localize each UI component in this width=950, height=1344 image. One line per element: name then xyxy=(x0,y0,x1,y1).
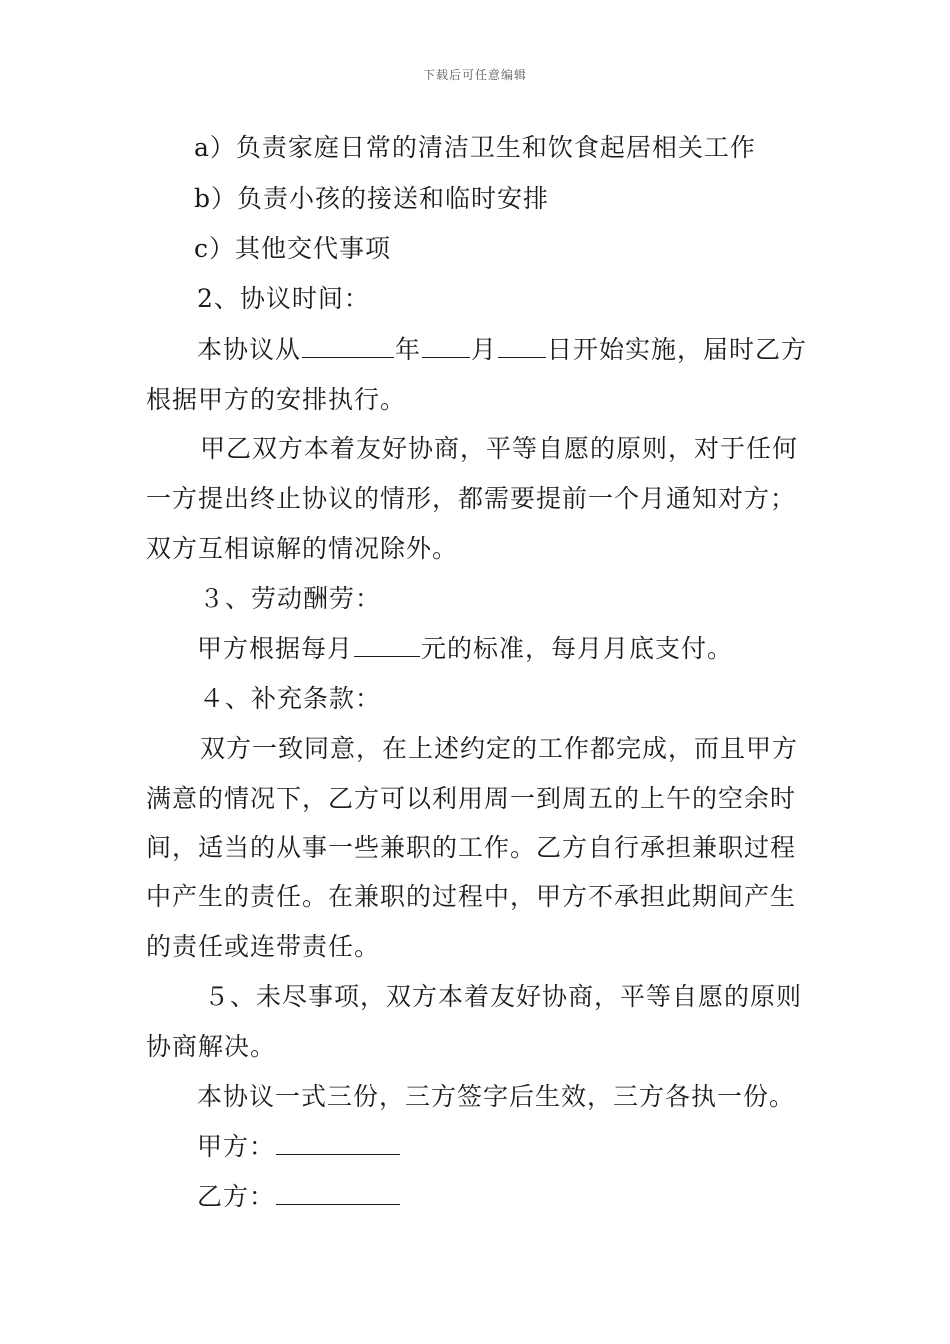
month-blank[interactable] xyxy=(422,335,470,358)
amount-blank[interactable] xyxy=(354,634,420,657)
copies-statement: 本协议一式三份，三方签字后生效，三方各执一份。 xyxy=(197,1082,796,1111)
pay-suffix: 元的标准，每月月底支付。 xyxy=(421,634,734,663)
party-a-blank[interactable] xyxy=(276,1132,400,1155)
duty-c: c）其他交代事项 xyxy=(194,234,392,263)
pay-line xyxy=(197,634,733,664)
termination-line-2: 一方提出终止协议的情形，都需要提前一个月通知对方； xyxy=(146,484,797,513)
termination-line-3: 双方互相谅解的情况除外。 xyxy=(146,534,459,563)
termination-line-1: 甲乙双方本着友好协商，平等自愿的原则，对于任何 xyxy=(200,434,799,463)
section4-line-1: 双方一致同意，在上述约定的工作都完成，而且甲方 xyxy=(200,734,799,763)
party-b-signature xyxy=(197,1182,401,1212)
section5-line-2: 协商解决。 xyxy=(146,1032,277,1061)
duty-b: b）负责小孩的接送和临时安排 xyxy=(194,184,550,213)
month-unit: 月 xyxy=(471,335,498,364)
page-header-note: 下载后可任意编辑 xyxy=(422,68,527,82)
section4-line-2: 满意的情况下，乙方可以利用周一到周五的上午的空余时 xyxy=(146,784,797,813)
party-b-blank[interactable] xyxy=(276,1182,400,1205)
section3-title: ３、劳动酬劳： xyxy=(199,584,382,613)
start-date-line xyxy=(197,335,807,365)
party-a-label: 甲方： xyxy=(197,1132,276,1161)
day-suffix: 日开始实施，届时乙方 xyxy=(547,335,808,364)
year-blank[interactable] xyxy=(302,335,394,358)
section5-line-1: ５、未尽事项，双方本着友好协商，平等自愿的原则 xyxy=(204,982,803,1011)
section4-line-5: 的责任或连带责任。 xyxy=(146,932,381,961)
party-b-label: 乙方： xyxy=(197,1182,276,1211)
duty-a: a）负责家庭日常的清洁卫生和饮食起居相关工作 xyxy=(194,133,756,162)
section4-title: ４、补充条款： xyxy=(199,684,382,713)
section4-line-3: 间，适当的从事一些兼职的工作。乙方自行承担兼职过程 xyxy=(146,833,797,862)
section4-line-4: 中产生的责任。在兼职的过程中，甲方不承担此期间产生 xyxy=(146,882,797,911)
pay-prefix: 甲方根据每月 xyxy=(197,634,354,663)
year-unit: 年 xyxy=(395,335,422,364)
party-a-signature xyxy=(197,1132,401,1162)
start-prefix: 本协议从 xyxy=(197,335,302,364)
start-date-cont: 根据甲方的安排执行。 xyxy=(146,385,407,414)
day-blank[interactable] xyxy=(498,335,546,358)
section2-title: 2、协议时间： xyxy=(197,284,370,313)
